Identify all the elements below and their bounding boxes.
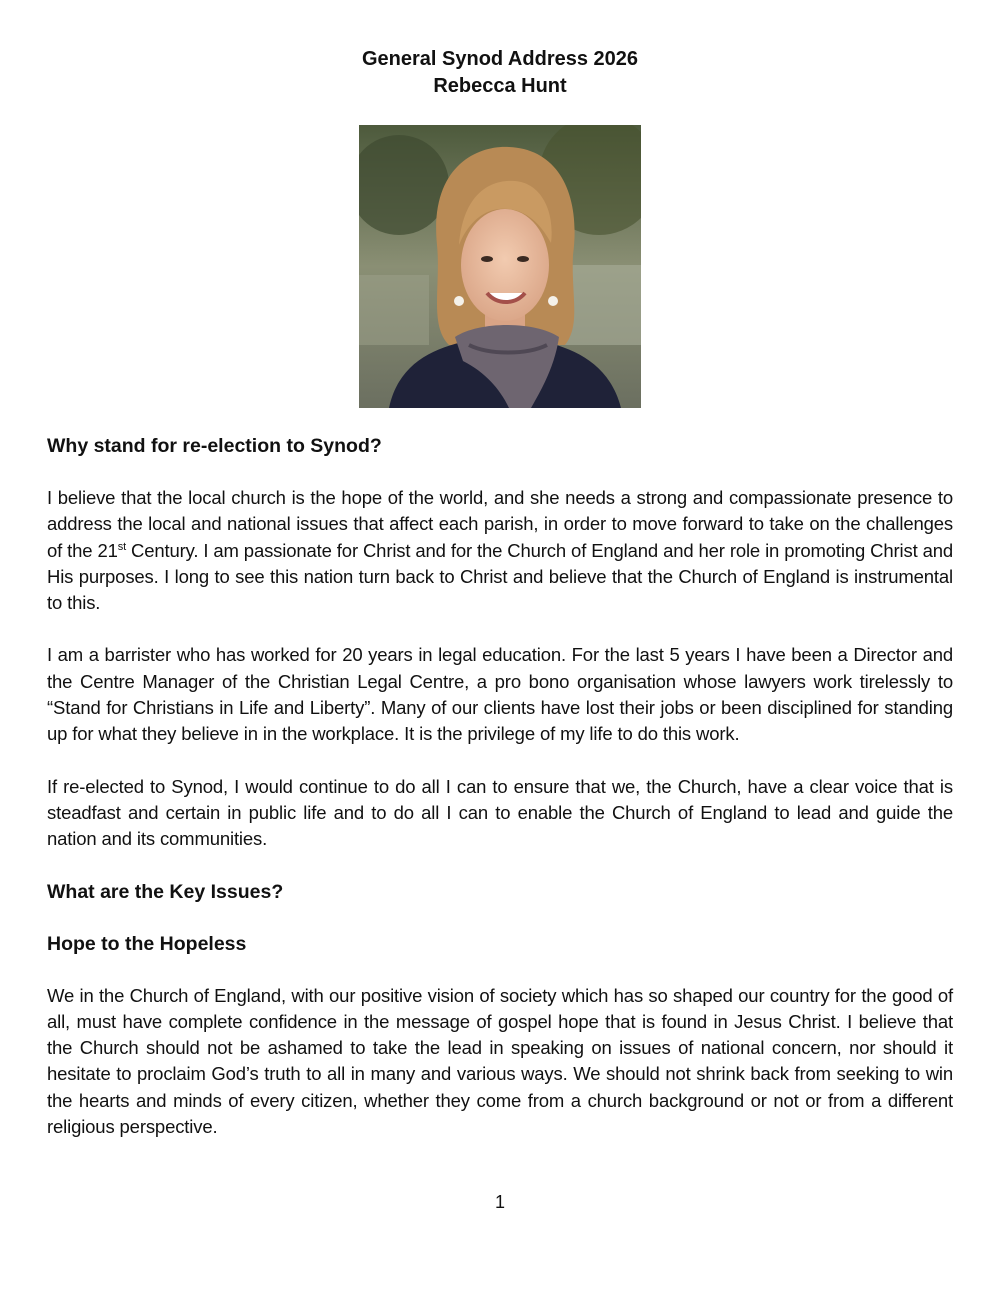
document-title: General Synod Address 2026 [361, 48, 639, 70]
paragraph-text: I believe that the local church is the hope of the world, and she needs a strong and compassionate presence to address the local and national issues that affect each parish, in order to move forward to take on the challenges of the 21 [47, 487, 953, 561]
candidate-portrait-photo [359, 125, 641, 408]
paragraph-text: Century. I am passionate for Christ and for the Church of England and her role in promoting Christ and His purposes. I long to see this nation turn back to Christ and believe that the Church of England is instrumental to this. [47, 539, 953, 614]
paragraph-re-elected: If re-elected to Synod, I would continue to do all I can to ensure that we, the Church, have a clear voice that is steadfast and certain in public life and to do all I can to enable the Church of England to lead and guide the nation and its communities. [47, 775, 953, 850]
paragraph-barrister: I am a barrister who has worked for 20 years in legal education. For the last 5 years I have been a Director and the Centre Manager of the Christian Legal Centre, a pro bono organisation whose lawyers work tirelessly to “Stand for Christians in Life and Liberty”. Many of our clients have lost their jobs or been disciplined for standing up for what they believe in in the workplace. It is the privilege of my life to do this work. [47, 644, 953, 745]
paragraph-hope-to-hopeless: We in the Church of England, with our positive vision of society which has so shaped our country for the good of all, must have complete confidence in the message of gospel hope that is found in Jesus Christ. I believe that the Church should not be ashamed to take the lead in speaking on issues of national concern, nor should it hesitate to proclaim God’s truth to all in many and various ways. We should not shrink back from seeking to win the hearts and minds of every citizen, whether they come from a church background or not or from a different religious perspective. [47, 984, 953, 1138]
ordinal-suffix: st [117, 540, 126, 553]
page-number: 1 [494, 1192, 505, 1212]
candidate-name: Rebecca Hunt [433, 75, 567, 97]
title-block [0, 46, 1000, 100]
paragraph-local-church [47, 485, 953, 616]
section-heading-why-stand: Why stand for re-election to Synod? [47, 435, 382, 457]
document-body [47, 433, 953, 1140]
section-heading-key-issues: What are the Key Issues? [47, 880, 284, 903]
section-heading-hope: Hope to the Hopeless [47, 932, 247, 955]
